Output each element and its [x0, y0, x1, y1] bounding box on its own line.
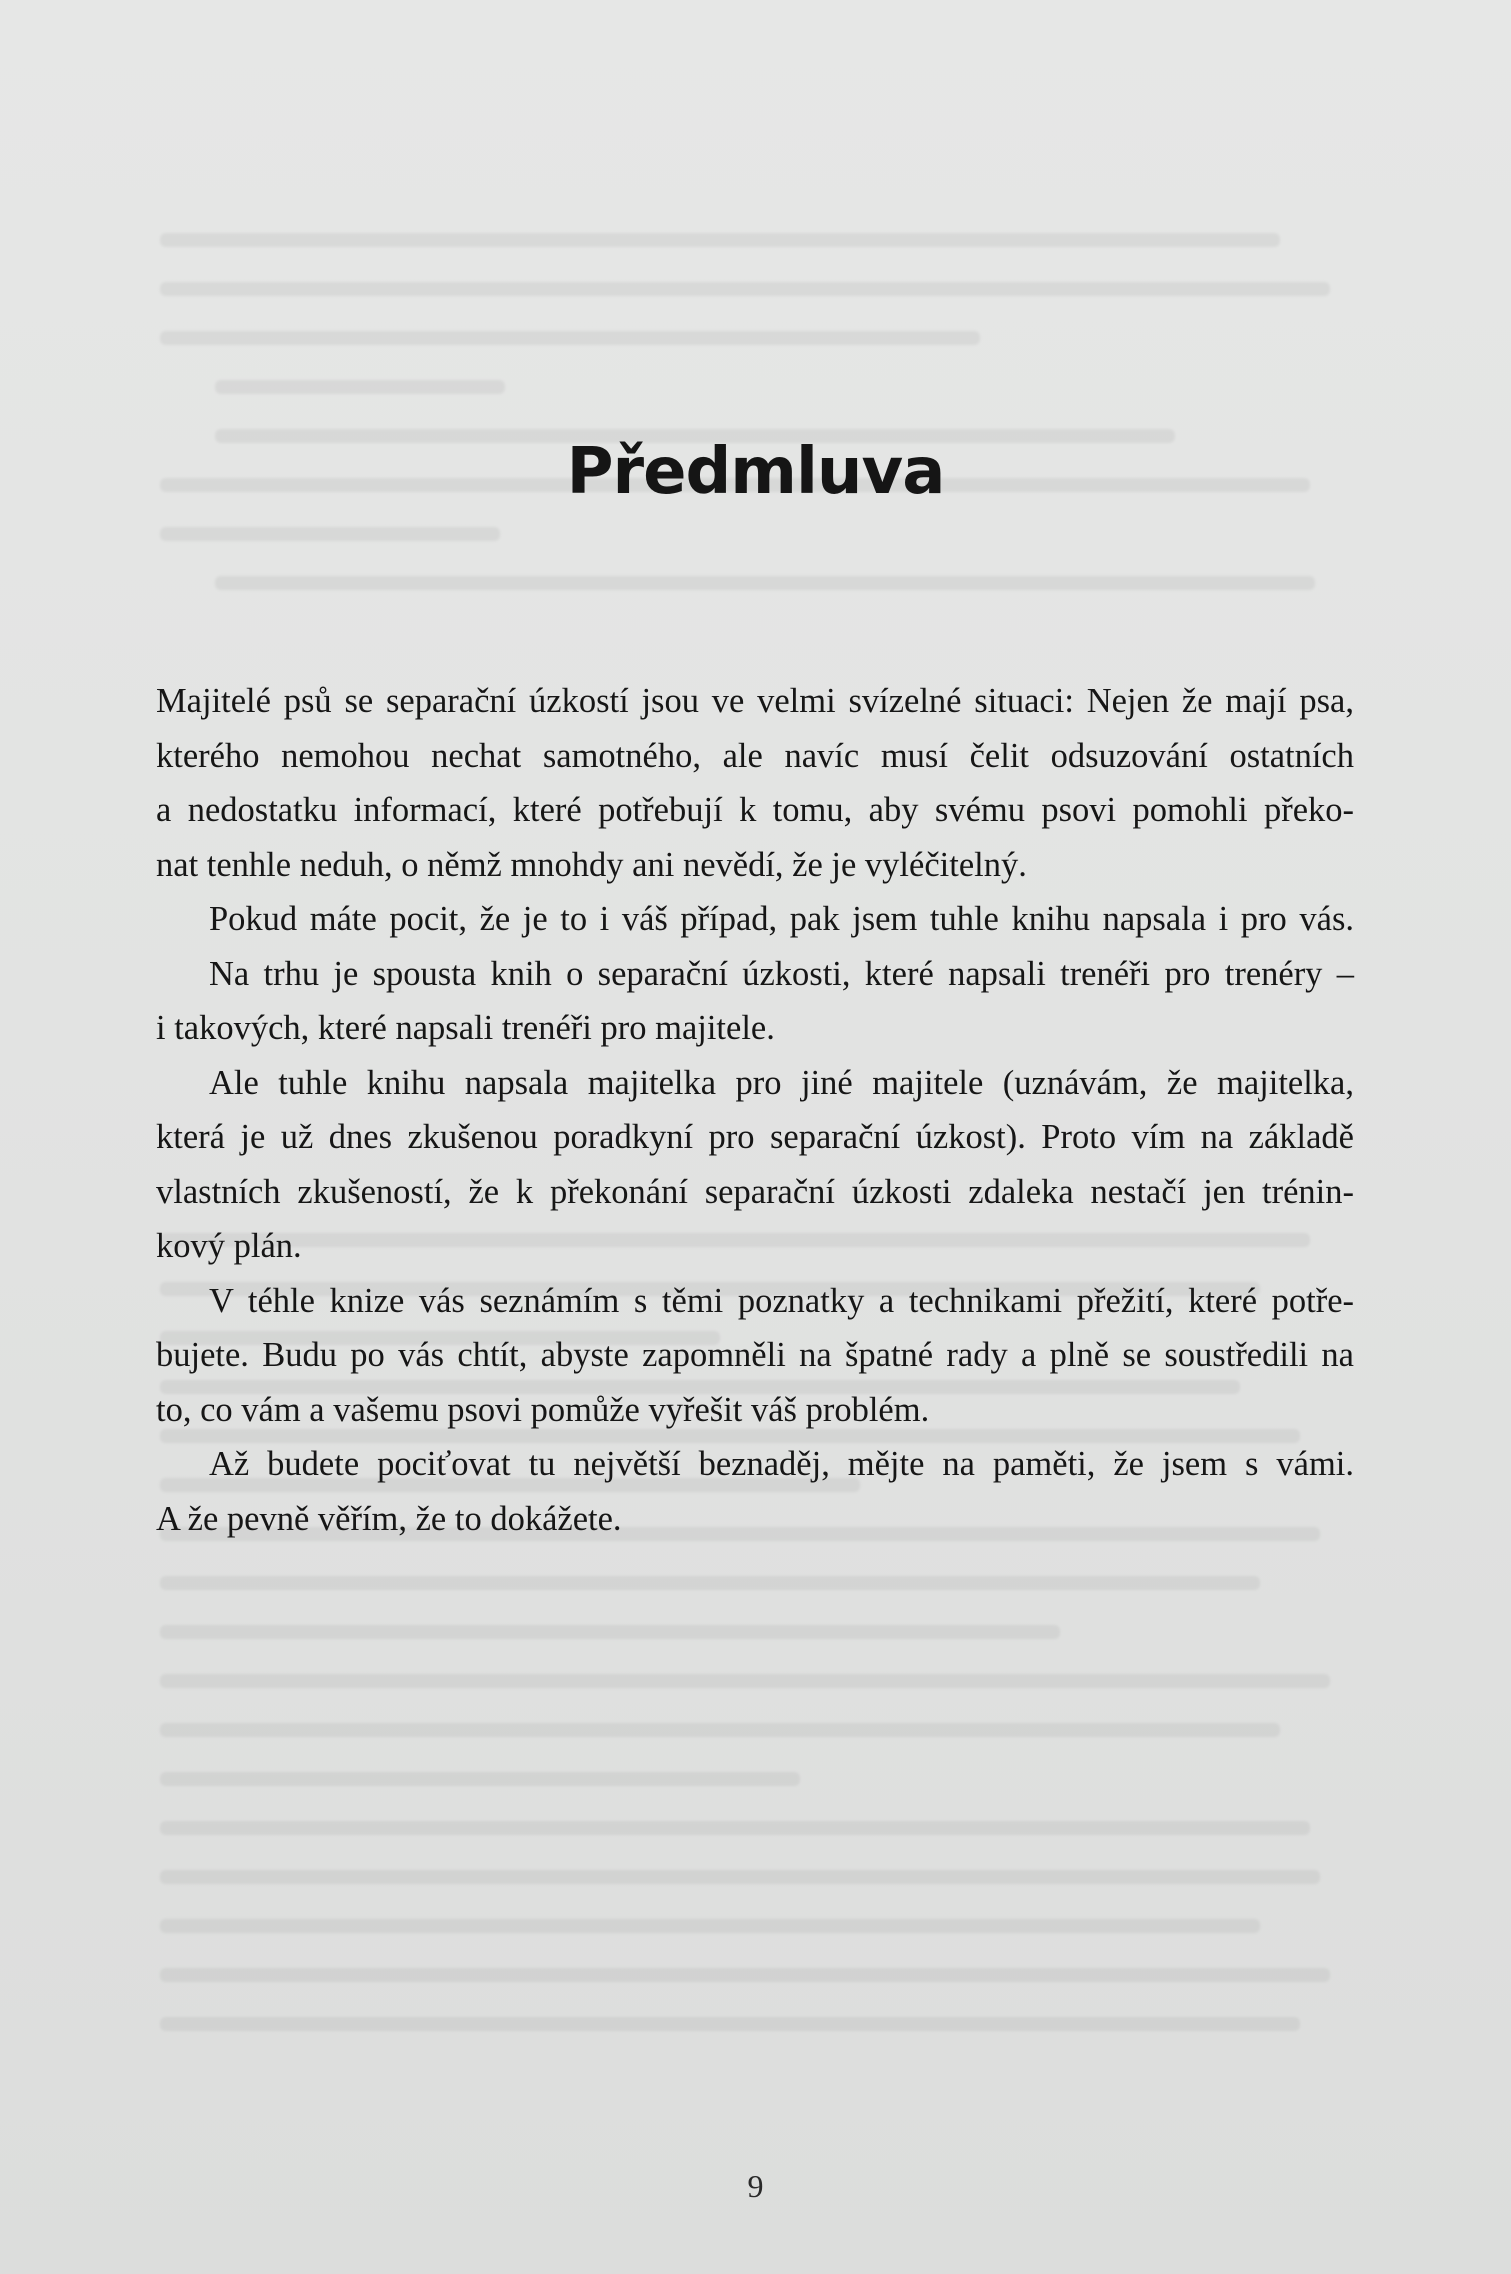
text-line: to, co vám a vašemu psovi pomůže vyřešit váš problém. — [156, 1390, 930, 1429]
text-line: vlastních zkušeností, že k překonání separační úzkosti zdaleka nestačí jen trénin- — [156, 1172, 1354, 1211]
text-line: Až budete pociťovat tu největší beznaděj, mějte na paměti, že jsem s vámi. — [209, 1445, 1354, 1483]
paragraph-2 — [156, 892, 1354, 947]
chapter-title: Předmluva — [566, 435, 945, 509]
text-line: Pokud máte pocit, že je to i váš případ, pak jsem tuhle knihu napsala i pro vás. — [209, 900, 1354, 938]
text-line: kový plán. — [156, 1227, 302, 1265]
text-line: V téhle knize vás seznámím s těmi poznatky a technikami přežití, které potře- — [209, 1281, 1354, 1320]
text-line: která je už dnes zkušenou poradkyní pro separační úzkost). Proto vím na základě — [156, 1118, 1354, 1156]
paragraph-4 — [156, 1056, 1354, 1274]
paragraph-3 — [156, 947, 1354, 1056]
text-line: nat tenhle neduh, o němž mnohdy ani nevědí, že je vyléčitelný. — [156, 845, 1027, 884]
text-line: a nedostatku informací, které potřebují k tomu, aby svému psovi pomohli překo- — [156, 791, 1354, 829]
text-line: kterého nemohou nechat samotného, ale navíc musí čelit odsuzování ostatních — [156, 736, 1354, 775]
paragraph-5 — [156, 1274, 1354, 1438]
bleed-through-texture — [160, 212, 1340, 604]
body-text — [156, 674, 1354, 1546]
text-line: Ale tuhle knihu napsala majitelka pro jiné majitele (uznávám, že majitelka, — [209, 1063, 1354, 1102]
paragraph-1 — [156, 674, 1354, 892]
text-line: i takových, které napsali trenéři pro majitele. — [156, 1009, 775, 1047]
text-line: bujete. Budu po vás chtít, abyste zapomněli na špatné rady a plně se soustředili na — [156, 1336, 1354, 1374]
page-number: 9 — [747, 2168, 764, 2204]
text-line: Na trhu je spousta knih o separační úzkosti, které napsali trenéři pro trenéry – — [209, 954, 1354, 993]
text-line: A že pevně věřím, že to dokážete. — [156, 1499, 622, 1538]
paragraph-6 — [156, 1437, 1354, 1546]
text-line: Majitelé psů se separační úzkostí jsou ve velmi svízelné situaci: Nejen že mají psa, — [156, 682, 1354, 720]
